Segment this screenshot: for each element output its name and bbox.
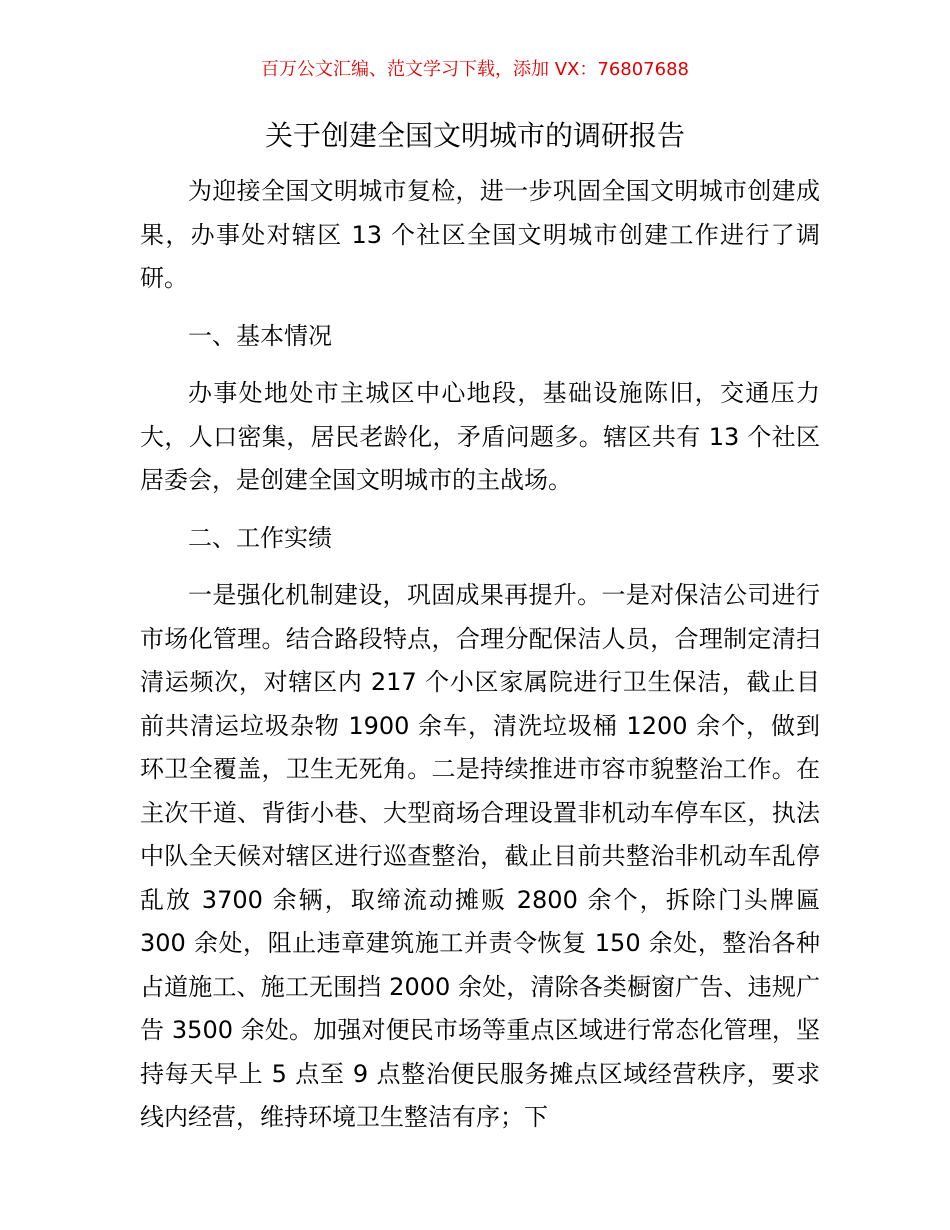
document-title: 关于创建全国文明城市的调研报告 bbox=[264, 119, 685, 152]
section-heading-basic-situation: 一、基本情况 bbox=[188, 321, 332, 350]
section-heading-work-achievements: 二、工作实绩 bbox=[188, 523, 332, 552]
intro-paragraph: 为迎接全国文明城市复检，进一步巩固全国文明城市创建成果，办事处对辖区 13 个社区全国文明城市创建工作进行了调研。 bbox=[140, 177, 820, 292]
watermark-banner: 百万公文汇编、范文学习下载，添加 VX：76807688 bbox=[261, 59, 689, 80]
work-achievements-paragraph: 一是强化机制建设，巩固成果再提升。一是对保洁公司进行市场化管理。结合路段特点，合理分配保洁人员，合理制定清扫清运频次，对辖区内 217 个小区家属院进行卫生保洁，截止目前共清运垃圾杂物 1900 余车，清洗垃圾桶 1200 余个，做到环卫全覆盖，卫生无死角。二是持续推进市容市貌整治工作。在主次干道、背街小巷、大型商场合理设置非机动车停车区，执法中队全天候对辖区进行巡查整治，截止目前共整治非机动车乱停乱放 3700 余辆，取缔流动摊贩 2800 余个，拆除门头牌匾 300 余处，阻止违章建筑施工并责令恢复 150 余处，整治各种占道施工、施工无围挡 2000 余处，清除各类橱窗广告、违规广告 3500 余处。加强对便民市场等重点区域进行常态化管理，坚持每天早上 5 点至 9 点整治便民服务摊点区域经营秩序，要求线内经营，维持环境卫生整洁有序；下 bbox=[140, 581, 820, 1131]
document-body bbox=[140, 170, 820, 1140]
basic-situation-paragraph: 办事处地处市主城区中心地段，基础设施陈旧，交通压力大，人口密集，居民老龄化，矛盾问题多。辖区共有 13 个社区居委会，是创建全国文明城市的主战场。 bbox=[140, 379, 820, 494]
